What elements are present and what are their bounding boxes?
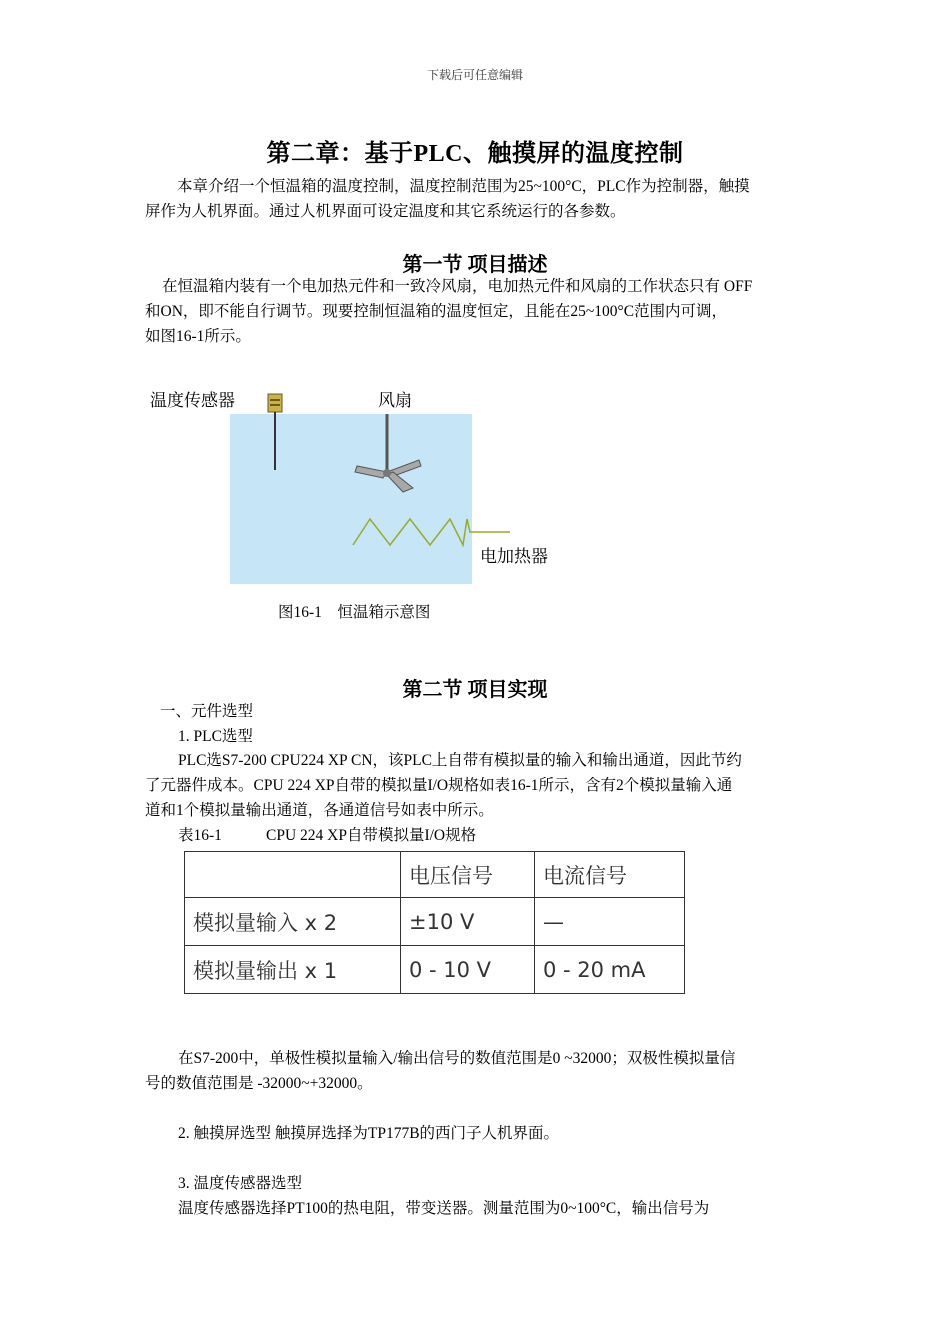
fan-label: 风扇 xyxy=(378,391,412,411)
chapter-title: 第二章：基于PLC、触摸屏的温度控制 xyxy=(266,141,684,167)
table-row xyxy=(185,898,685,946)
intro-line-1: 本章介绍一个恒温箱的温度控制，温度控制范围为25~100°C，PLC作为控制器，触摸 xyxy=(177,178,750,195)
range-line-2: 号的数值范围是 -32000~+32000。 xyxy=(145,1075,373,1092)
section1-line-1: 在恒温箱内装有一个电加热元件和一致冷风扇，电加热元件和风扇的工作状态只有 OFF xyxy=(162,278,753,295)
table-header-cell: 电压信号 xyxy=(401,852,535,898)
heater-label: 电加热器 xyxy=(480,547,548,567)
analog-io-spec-table xyxy=(184,851,685,994)
table-cell: 0 - 10 V xyxy=(401,946,535,994)
plc-line-1: PLC选S7-200 CPU224 XP CN，该PLC上自带有模拟量的输入和输出通道，因此节约 xyxy=(178,752,742,769)
figure-caption: 图16-1 恒温箱示意图 xyxy=(278,604,431,621)
subsection-plc-selection: 1. PLC选型 xyxy=(178,728,253,745)
sensor-selection-title: 3. 温度传感器选型 xyxy=(178,1175,303,1192)
sensor-selection-line-1: 温度传感器选择PT100的热电阻，带变送器。测量范围为0~100°C，输出信号为 xyxy=(178,1200,710,1217)
table-header-row xyxy=(185,852,685,898)
table-header-cell: 电流信号 xyxy=(535,852,685,898)
section2-title: 第二节 项目实现 xyxy=(402,679,548,701)
section1-line-3: 如图16-1所示。 xyxy=(145,328,251,345)
section1-line-2: 和ON，即不能自行调节。现要控制恒温箱的温度恒定，且能在25~100°C范围内可调， xyxy=(145,303,728,320)
page-header-watermark: 下载后可任意编辑 xyxy=(426,68,523,82)
table-cell: — xyxy=(535,898,685,946)
table-cell: ±10 V xyxy=(401,898,535,946)
table-cell: 模拟量输出 x 1 xyxy=(185,946,401,994)
subsection-component-selection: 一、元件选型 xyxy=(160,703,254,720)
table-row xyxy=(185,946,685,994)
sensor-label: 温度传感器 xyxy=(150,391,235,411)
table-header-cell xyxy=(185,852,401,898)
range-line-1: 在S7-200中，单极性模拟量输入/输出信号的数值范围是0 ~32000；双极性模拟量信 xyxy=(178,1050,736,1067)
touchscreen-selection: 2. 触摸屏选型 触摸屏选择为TP177B的西门子人机界面。 xyxy=(178,1125,560,1142)
section1-title: 第一节 项目描述 xyxy=(402,254,548,276)
plc-line-3: 道和1个模拟量输出通道，各通道信号如表中所示。 xyxy=(145,802,494,819)
table-cell: 模拟量输入 x 2 xyxy=(185,898,401,946)
table-caption-text: CPU 224 XP自带模拟量I/O规格 xyxy=(266,827,477,844)
table-caption-number: 表16-1 xyxy=(178,827,222,844)
intro-line-2: 屏作为人机界面。通过人机界面可设定温度和其它系统运行的各参数。 xyxy=(145,203,626,220)
plc-line-2: 了元器件成本。CPU 224 XP自带的模拟量I/O规格如表16-1所示，含有2个模拟量输入通 xyxy=(145,777,733,794)
table-cell: 0 - 20 mA xyxy=(535,946,685,994)
incubator-box xyxy=(230,414,472,584)
incubator-diagram xyxy=(145,380,565,595)
